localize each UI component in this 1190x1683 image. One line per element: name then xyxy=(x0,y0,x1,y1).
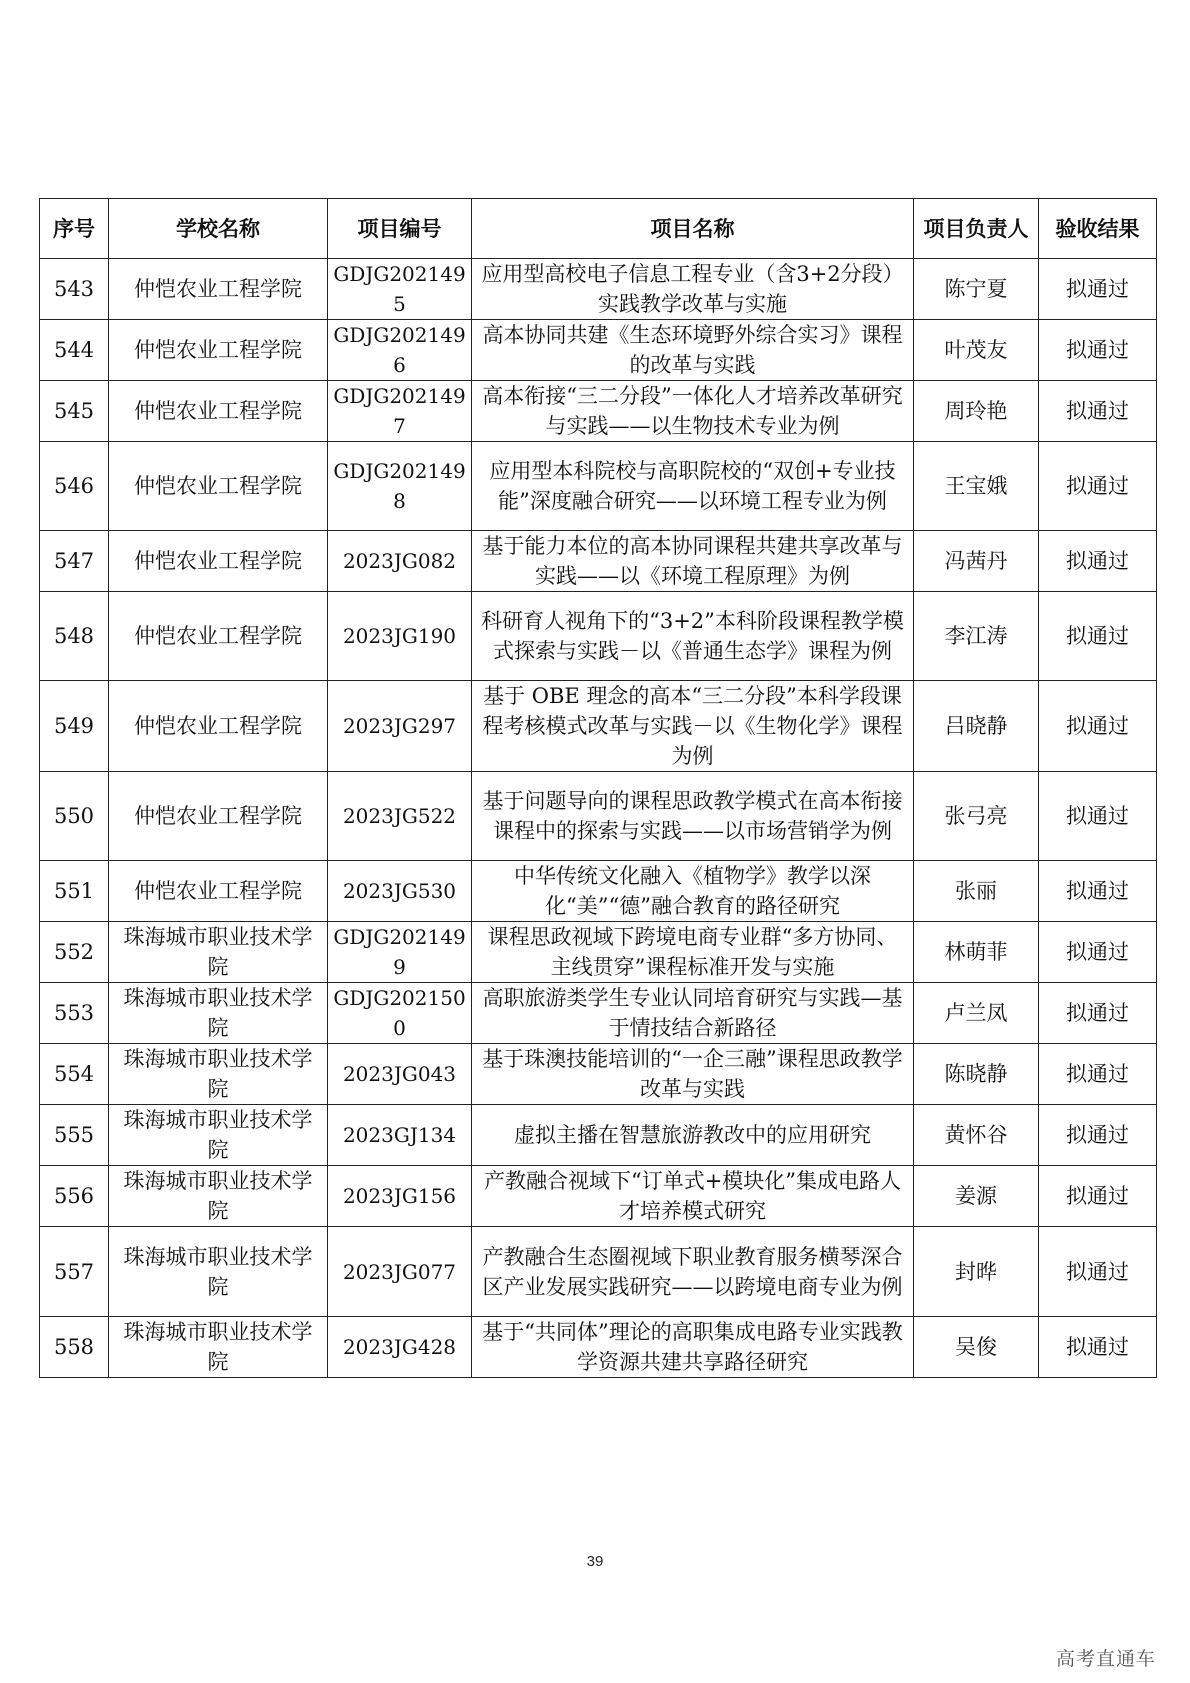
cell-owner: 封晔 xyxy=(914,1227,1039,1317)
table-row xyxy=(40,922,1157,983)
cell-project-name: 应用型本科院校与高职院校的“双创+专业技能”深度融合研究——以环境工程专业为例 xyxy=(472,442,914,531)
table-header-row xyxy=(40,199,1157,259)
cell-project-name: 产教融合视域下“订单式+模块化”集成电路人才培养模式研究 xyxy=(472,1166,914,1227)
cell-code: GDJG2021495 xyxy=(328,259,472,320)
cell-project-name: 中华传统文化融入《植物学》教学以深化“美”“德”融合教育的路径研究 xyxy=(472,861,914,922)
cell-code: 2023JG297 xyxy=(328,681,472,772)
cell-project-name: 高职旅游类学生专业认同培育研究与实践—基于情技结合新路径 xyxy=(472,983,914,1044)
cell-code: GDJG2021498 xyxy=(328,442,472,531)
cell-result: 拟通过 xyxy=(1039,1166,1157,1227)
cell-owner: 黄怀谷 xyxy=(914,1105,1039,1166)
table-row xyxy=(40,1166,1157,1227)
cell-school: 珠海城市职业技术学院 xyxy=(109,1105,328,1166)
cell-result: 拟通过 xyxy=(1039,531,1157,592)
cell-owner: 林萌菲 xyxy=(914,922,1039,983)
cell-school: 仲恺农业工程学院 xyxy=(109,772,328,861)
table-row xyxy=(40,772,1157,861)
cell-project-name: 基于 OBE 理念的高本“三二分段”本科学段课程考核模式改革与实践－以《生物化学》课程为例 xyxy=(472,681,914,772)
table-row xyxy=(40,592,1157,681)
results-table xyxy=(39,198,1157,1378)
cell-project-name: 基于“共同体”理论的高职集成电路专业实践教学资源共建共享路径研究 xyxy=(472,1317,914,1378)
cell-result: 拟通过 xyxy=(1039,381,1157,442)
cell-code: 2023JG156 xyxy=(328,1166,472,1227)
cell-result: 拟通过 xyxy=(1039,861,1157,922)
table-row xyxy=(40,861,1157,922)
header-name: 项目名称 xyxy=(472,199,914,259)
cell-project-name: 产教融合生态圈视域下职业教育服务横琴深合区产业发展实践研究——以跨境电商专业为例 xyxy=(472,1227,914,1317)
cell-project-name: 课程思政视域下跨境电商专业群“多方协同、主线贯穿”课程标准开发与实施 xyxy=(472,922,914,983)
cell-code: 2023JG428 xyxy=(328,1317,472,1378)
page-number: 39 xyxy=(586,1553,604,1570)
cell-seq: 555 xyxy=(40,1105,109,1166)
cell-seq: 544 xyxy=(40,320,109,381)
cell-result: 拟通过 xyxy=(1039,1044,1157,1105)
cell-seq: 543 xyxy=(40,259,109,320)
cell-owner: 周玲艳 xyxy=(914,381,1039,442)
cell-school: 仲恺农业工程学院 xyxy=(109,531,328,592)
table-row xyxy=(40,442,1157,531)
cell-owner: 卢兰凤 xyxy=(914,983,1039,1044)
cell-school: 珠海城市职业技术学院 xyxy=(109,1044,328,1105)
cell-result: 拟通过 xyxy=(1039,320,1157,381)
cell-seq: 549 xyxy=(40,681,109,772)
cell-seq: 554 xyxy=(40,1044,109,1105)
cell-result: 拟通过 xyxy=(1039,1105,1157,1166)
table-row xyxy=(40,1227,1157,1317)
cell-result: 拟通过 xyxy=(1039,983,1157,1044)
cell-seq: 556 xyxy=(40,1166,109,1227)
cell-result: 拟通过 xyxy=(1039,592,1157,681)
cell-seq: 545 xyxy=(40,381,109,442)
cell-owner: 陈宁夏 xyxy=(914,259,1039,320)
cell-owner: 王宝娥 xyxy=(914,442,1039,531)
cell-seq: 546 xyxy=(40,442,109,531)
header-owner: 项目负责人 xyxy=(914,199,1039,259)
cell-project-name: 应用型高校电子信息工程专业（含3+2分段）实践教学改革与实施 xyxy=(472,259,914,320)
cell-code: GDJG2021500 xyxy=(328,983,472,1044)
cell-school: 珠海城市职业技术学院 xyxy=(109,983,328,1044)
cell-school: 珠海城市职业技术学院 xyxy=(109,1166,328,1227)
header-result: 验收结果 xyxy=(1039,199,1157,259)
table-row xyxy=(40,1044,1157,1105)
cell-owner: 叶茂友 xyxy=(914,320,1039,381)
cell-school: 仲恺农业工程学院 xyxy=(109,681,328,772)
header-school: 学校名称 xyxy=(109,199,328,259)
cell-school: 仲恺农业工程学院 xyxy=(109,259,328,320)
table-row xyxy=(40,259,1157,320)
cell-school: 珠海城市职业技术学院 xyxy=(109,1227,328,1317)
cell-owner: 陈晓静 xyxy=(914,1044,1039,1105)
cell-seq: 550 xyxy=(40,772,109,861)
cell-project-name: 基于珠澳技能培训的“一企三融”课程思政教学改革与实践 xyxy=(472,1044,914,1105)
cell-seq: 547 xyxy=(40,531,109,592)
cell-result: 拟通过 xyxy=(1039,1317,1157,1378)
cell-owner: 吴俊 xyxy=(914,1317,1039,1378)
cell-seq: 552 xyxy=(40,922,109,983)
cell-seq: 558 xyxy=(40,1317,109,1378)
cell-result: 拟通过 xyxy=(1039,1227,1157,1317)
cell-project-name: 虚拟主播在智慧旅游教改中的应用研究 xyxy=(472,1105,914,1166)
cell-project-name: 高本协同共建《生态环境野外综合实习》课程的改革与实践 xyxy=(472,320,914,381)
cell-school: 仲恺农业工程学院 xyxy=(109,320,328,381)
cell-result: 拟通过 xyxy=(1039,442,1157,531)
cell-code: 2023JG190 xyxy=(328,592,472,681)
cell-project-name: 高本衔接“三二分段”一体化人才培养改革研究与实践——以生物技术专业为例 xyxy=(472,381,914,442)
table-row xyxy=(40,1105,1157,1166)
cell-seq: 551 xyxy=(40,861,109,922)
cell-seq: 553 xyxy=(40,983,109,1044)
cell-project-name: 基于能力本位的高本协同课程共建共享改革与实践——以《环境工程原理》为例 xyxy=(472,531,914,592)
cell-code: GDJG2021499 xyxy=(328,922,472,983)
cell-owner: 冯茜丹 xyxy=(914,531,1039,592)
cell-owner: 吕晓静 xyxy=(914,681,1039,772)
header-code: 项目编号 xyxy=(328,199,472,259)
cell-project-name: 基于问题导向的课程思政教学模式在高本衔接课程中的探索与实践——以市场营销学为例 xyxy=(472,772,914,861)
table-row xyxy=(40,381,1157,442)
table-row xyxy=(40,681,1157,772)
cell-code: 2023JG522 xyxy=(328,772,472,861)
cell-owner: 李江涛 xyxy=(914,592,1039,681)
cell-code: 2023JG077 xyxy=(328,1227,472,1317)
table-row xyxy=(40,320,1157,381)
cell-school: 珠海城市职业技术学院 xyxy=(109,922,328,983)
watermark-text: 高考直通车 xyxy=(1055,1648,1156,1670)
table-row xyxy=(40,531,1157,592)
cell-code: 2023JG530 xyxy=(328,861,472,922)
cell-school: 仲恺农业工程学院 xyxy=(109,861,328,922)
cell-school: 仲恺农业工程学院 xyxy=(109,442,328,531)
cell-code: GDJG2021497 xyxy=(328,381,472,442)
header-seq: 序号 xyxy=(40,199,109,259)
cell-result: 拟通过 xyxy=(1039,681,1157,772)
cell-seq: 548 xyxy=(40,592,109,681)
cell-code: 2023JG082 xyxy=(328,531,472,592)
cell-project-name: 科研育人视角下的“3+2”本科阶段课程教学模式探索与实践－以《普通生态学》课程为例 xyxy=(472,592,914,681)
cell-owner: 张弓亮 xyxy=(914,772,1039,861)
cell-school: 珠海城市职业技术学院 xyxy=(109,1317,328,1378)
cell-result: 拟通过 xyxy=(1039,259,1157,320)
cell-owner: 姜源 xyxy=(914,1166,1039,1227)
cell-code: GDJG2021496 xyxy=(328,320,472,381)
cell-code: 2023GJ134 xyxy=(328,1105,472,1166)
cell-owner: 张丽 xyxy=(914,861,1039,922)
cell-code: 2023JG043 xyxy=(328,1044,472,1105)
table-row xyxy=(40,983,1157,1044)
table-row xyxy=(40,1317,1157,1378)
cell-result: 拟通过 xyxy=(1039,922,1157,983)
cell-result: 拟通过 xyxy=(1039,772,1157,861)
cell-seq: 557 xyxy=(40,1227,109,1317)
results-table-container xyxy=(39,198,1156,1378)
cell-school: 仲恺农业工程学院 xyxy=(109,592,328,681)
cell-school: 仲恺农业工程学院 xyxy=(109,381,328,442)
